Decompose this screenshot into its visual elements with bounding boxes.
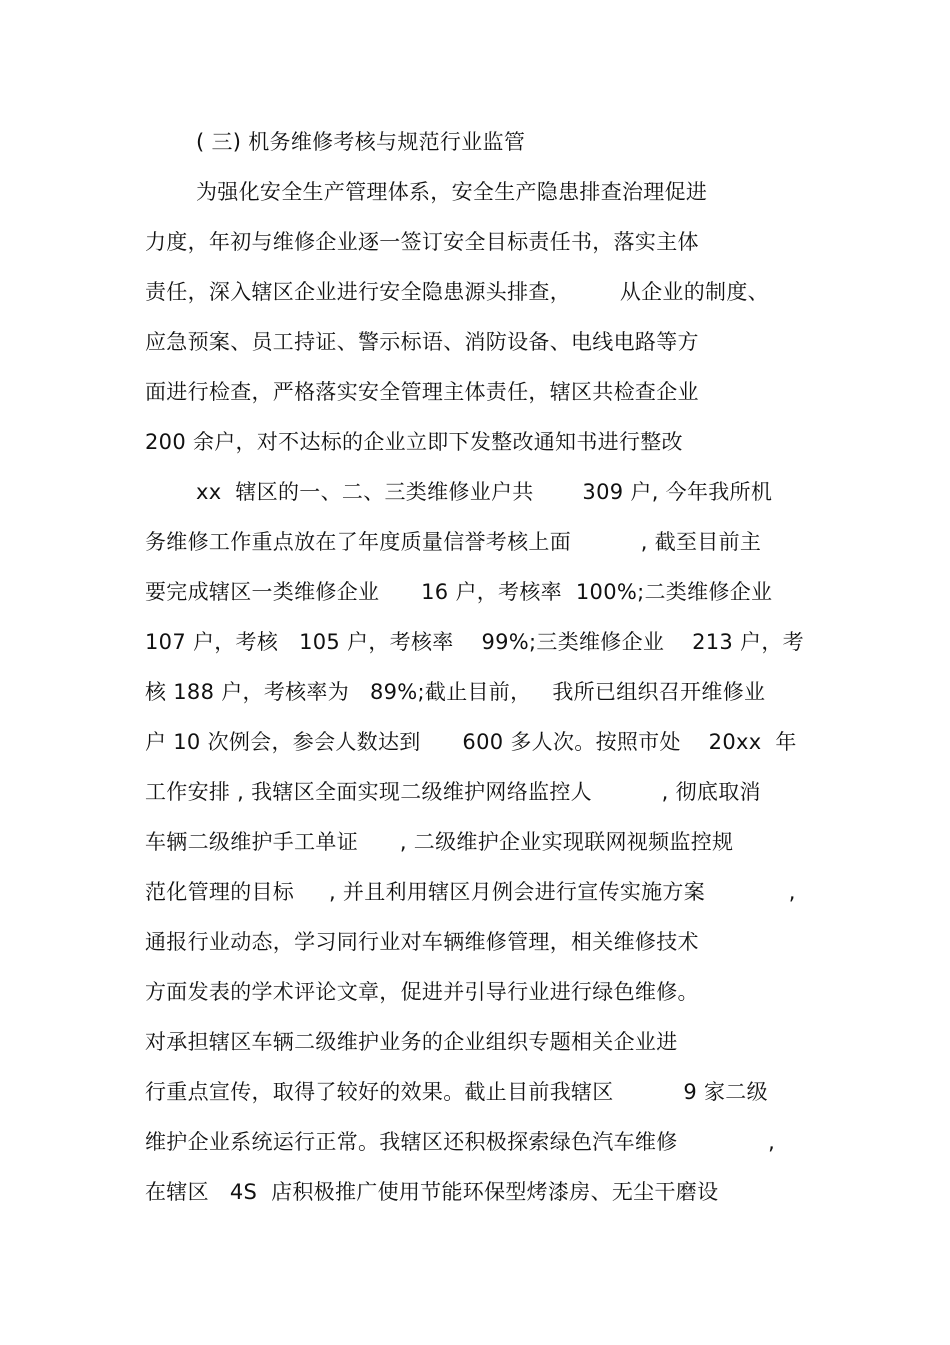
text-line: 为强化安全生产管理体系，安全生产隐患排查治理促进 bbox=[196, 180, 708, 204]
text-line: 车辆二级维护手工单证 , 二级维护企业实现联网视频监控规 bbox=[145, 830, 734, 854]
text-line: 在辖区 4S 店积极推广使用节能环保型烤漆房、无尘干磨设 bbox=[145, 1180, 719, 1204]
text-line: 107 户，考核 105 户，考核率 99%;三类维修企业 213 户，考 bbox=[145, 630, 804, 654]
text-line: 应急预案、员工持证、警示标语、消防设备、电线电路等方 bbox=[145, 330, 699, 354]
text-line: 核 188 户，考核率为 89%;截止目前， 我所已组织召开维修业 bbox=[145, 680, 766, 704]
text-line: 200 余户，对不达标的企业立即下发整改通知书进行整改 bbox=[145, 430, 683, 454]
text-line: 户 10 次例会，参会人数达到 600 多人次。按照市处 20xx 年 bbox=[145, 730, 797, 754]
text-line: 力度，年初与维修企业逐一签订安全目标责任书，落实主体 bbox=[145, 230, 699, 254]
text-line: 行重点宣传，取得了较好的效果。截止目前我辖区 9 家二级 bbox=[145, 1080, 768, 1104]
text-line: 责任，深入辖区企业进行安全隐患源头排查， 从企业的制度、 bbox=[145, 280, 769, 304]
text-line: 面进行检查，严格落实安全管理主体责任，辖区共检查企业 bbox=[145, 380, 699, 404]
text-line: 务维修工作重点放在了年度质量信誉考核上面 , 截至目前主 bbox=[145, 530, 762, 554]
text-line: xx 辖区的一、二、三类维修业户共 309 户, 今年我所机 bbox=[196, 480, 773, 504]
text-line: 工作安排 , 我辖区全面实现二级维护网络监控人 , 彻底取消 bbox=[145, 780, 761, 804]
text-line: 方面发表的学术评论文章，促进并引导行业进行绿色维修。 bbox=[145, 980, 699, 1004]
text-line: 维护企业系统运行正常。我辖区还积极探索绿色汽车维修 , bbox=[145, 1130, 776, 1154]
text-line: 对承担辖区车辆二级维护业务的企业组织专题相关企业进 bbox=[145, 1030, 678, 1054]
text-line: 范化管理的目标 , 并且利用辖区月例会进行宣传实施方案 , bbox=[145, 880, 796, 904]
section-heading: ( 三) 机务维修考核与规范行业监管 bbox=[196, 130, 526, 154]
text-line: 通报行业动态，学习同行业对车辆维修管理，相关维修技术 bbox=[145, 930, 699, 954]
text-line: 要完成辖区一类维修企业 16 户，考核率 100%;二类维修企业 bbox=[145, 580, 773, 604]
